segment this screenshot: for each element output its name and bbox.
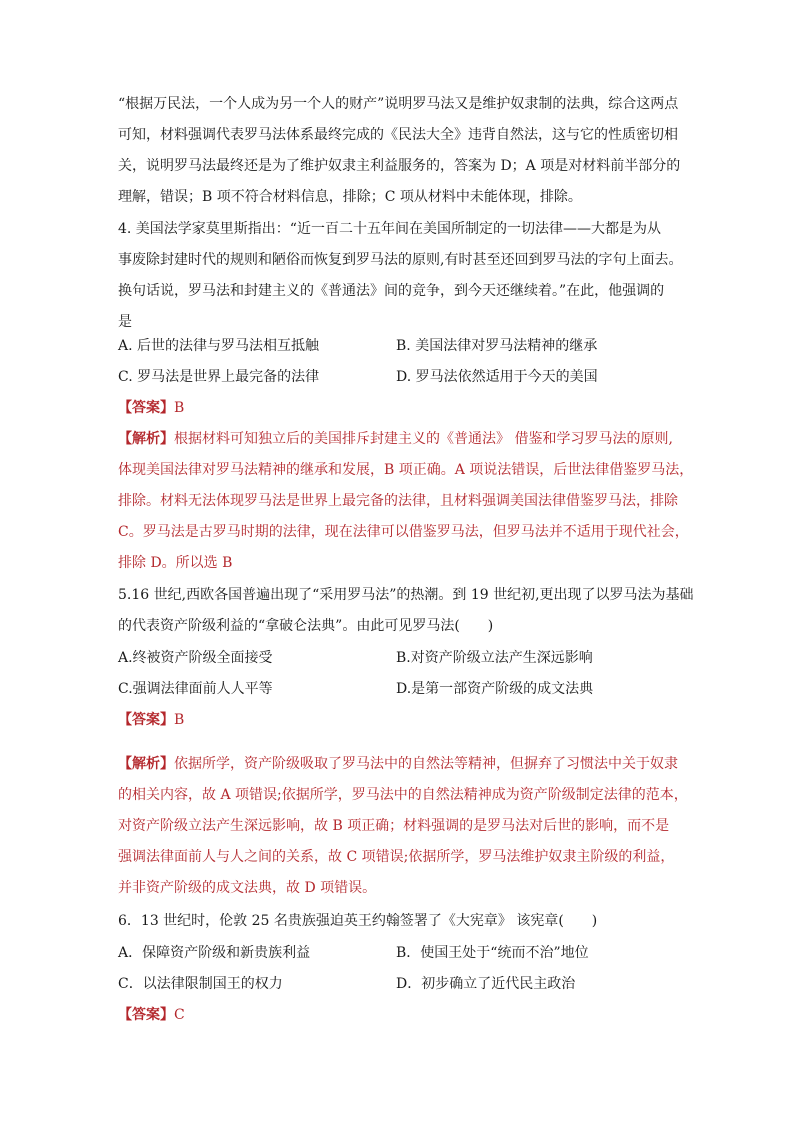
text-line: 5.16 世纪,西欧各国普遍出现了“采用罗马法”的热潮。到 19 世纪初,更出现了以罗马法为基础 xyxy=(118,587,694,603)
text-line: 体现美国法律对罗马法精神的继承和发展，B 项正确。A 项说法错误，后世法律借鉴罗马法， xyxy=(118,462,694,478)
question-4-answer xyxy=(118,393,678,424)
text-line: 事废除封建时代的规则和陋俗而恢复到罗马法的原则,有时甚至还回到罗马法的字句上面去。 xyxy=(118,252,683,268)
question-5-options-row-1 xyxy=(118,643,678,674)
analysis-tag: 【解析】 xyxy=(118,756,174,772)
question-6-stem xyxy=(118,906,678,937)
option-b: B.对资产阶级立法产生深远影响 xyxy=(396,650,593,666)
question-4-options-row-2 xyxy=(118,362,678,393)
question-4-options-row-1 xyxy=(118,331,678,362)
question-5-options-row-2 xyxy=(118,674,678,705)
analysis-tag: 【解析】 xyxy=(118,431,174,447)
option-b: B. 美国法律对罗马法精神的继承 xyxy=(396,338,598,354)
text-line: 排除 D。所以选 B xyxy=(118,555,233,571)
question-6-answer xyxy=(118,1000,678,1031)
text-line: 依据所学，资产阶级吸取了罗马法中的自然法等精神，但摒弃了习惯法中关于奴隶 xyxy=(174,756,678,772)
option-b: B．使国王处于“统而不治”地位 xyxy=(396,945,589,961)
text-line: 对资产阶级立法产生深远影响，故 B 项正确；材料强调的是罗马法对后世的影响，而不是 xyxy=(118,818,670,834)
text-line: 的代表资产阶级利益的“拿破仑法典”。由此可见罗马法( ) xyxy=(118,618,494,634)
text-line: 并非资产阶级的成文法典，故 D 项错误。 xyxy=(118,880,377,896)
question-5-answer xyxy=(118,705,678,736)
answer-value: B xyxy=(174,712,185,728)
option-c: C．以法律限制国王的权力 xyxy=(118,976,283,992)
text-line: C。罗马法是古罗马时期的法律，现在法律可以借鉴罗马法，但罗马法并不适用于现代社会， xyxy=(118,524,689,540)
question-5-analysis xyxy=(118,749,688,904)
text-line: 可知，材料强调代表罗马法体系最终完成的《民法大全》违背自然法，这与它的性质密切相 xyxy=(118,127,678,143)
text-line: 是 xyxy=(118,314,132,330)
option-c: C.强调法律面前人人平等 xyxy=(118,681,273,697)
text-line: 换句话说，罗马法和封建主义的《普通法》间的竞争，到今天还继续着。”在此，他强调的 xyxy=(118,283,665,299)
question-4-stem xyxy=(118,214,683,338)
option-a: A.终被资产阶级全面接受 xyxy=(118,650,273,666)
text-line: 的相关内容，故 A 项错误;依据所学，罗马法中的自然法精神成为资产阶级制定法律的范本， xyxy=(118,787,688,803)
question-4-analysis xyxy=(118,424,694,579)
text-line: 理解，错误；B 项不符合材料信息，排除；C 项从材料中未能体现，排除。 xyxy=(118,189,582,205)
option-a: A. 后世的法律与罗马法相互抵触 xyxy=(118,338,320,354)
option-d: D.是第一部资产阶级的成文法典 xyxy=(396,681,594,697)
option-d: D. 罗马法依然适用于今天的美国 xyxy=(396,369,598,385)
text-line: 关，说明罗马法最终还是为了维护奴隶主利益服务的，答案为 D；A 项是对材料前半部分的 xyxy=(118,158,681,174)
answer-value: B xyxy=(174,400,185,416)
text-line: 4. 美国法学家莫里斯指出：“近一百二十五年间在美国所制定的一切法律——大都是为从 xyxy=(118,221,661,237)
question-5-stem xyxy=(118,580,694,642)
text-line: 根据材料可知独立后的美国排斥封建主义的《普通法》 借鉴和学习罗马法的原则, xyxy=(174,431,673,447)
text-line: “根据万民法，一个人成为另一个人的财产”说明罗马法又是维护奴隶制的法典，综合这两点 xyxy=(118,96,679,112)
option-c: C. 罗马法是世界上最完备的法律 xyxy=(118,369,320,385)
intro-paragraph xyxy=(118,89,681,213)
text-line: 排除。材料无法体现罗马法是世界上最完备的法律，且材料强调美国法律借鉴罗马法，排除 xyxy=(118,493,678,509)
answer-tag: 【答案】 xyxy=(118,400,174,416)
option-d: D．初步确立了近代民主政治 xyxy=(396,976,576,992)
text-line: 强调法律面前人与人之间的关系，故 C 项错误;依据所学，罗马法维护奴隶主阶级的利益， xyxy=(118,849,675,865)
answer-tag: 【答案】 xyxy=(118,712,174,728)
answer-tag: 【答案】 xyxy=(118,1007,174,1023)
text-line: 6．13 世纪时，伦敦 25 名贵族强迫英王约翰签署了《大宪章》 该宪章( ) xyxy=(118,913,598,929)
question-6-options-row-1 xyxy=(118,938,678,969)
answer-value: C xyxy=(174,1007,185,1023)
option-a: A．保障资产阶级和新贵族利益 xyxy=(118,945,311,961)
question-6-options-row-2 xyxy=(118,969,678,1000)
